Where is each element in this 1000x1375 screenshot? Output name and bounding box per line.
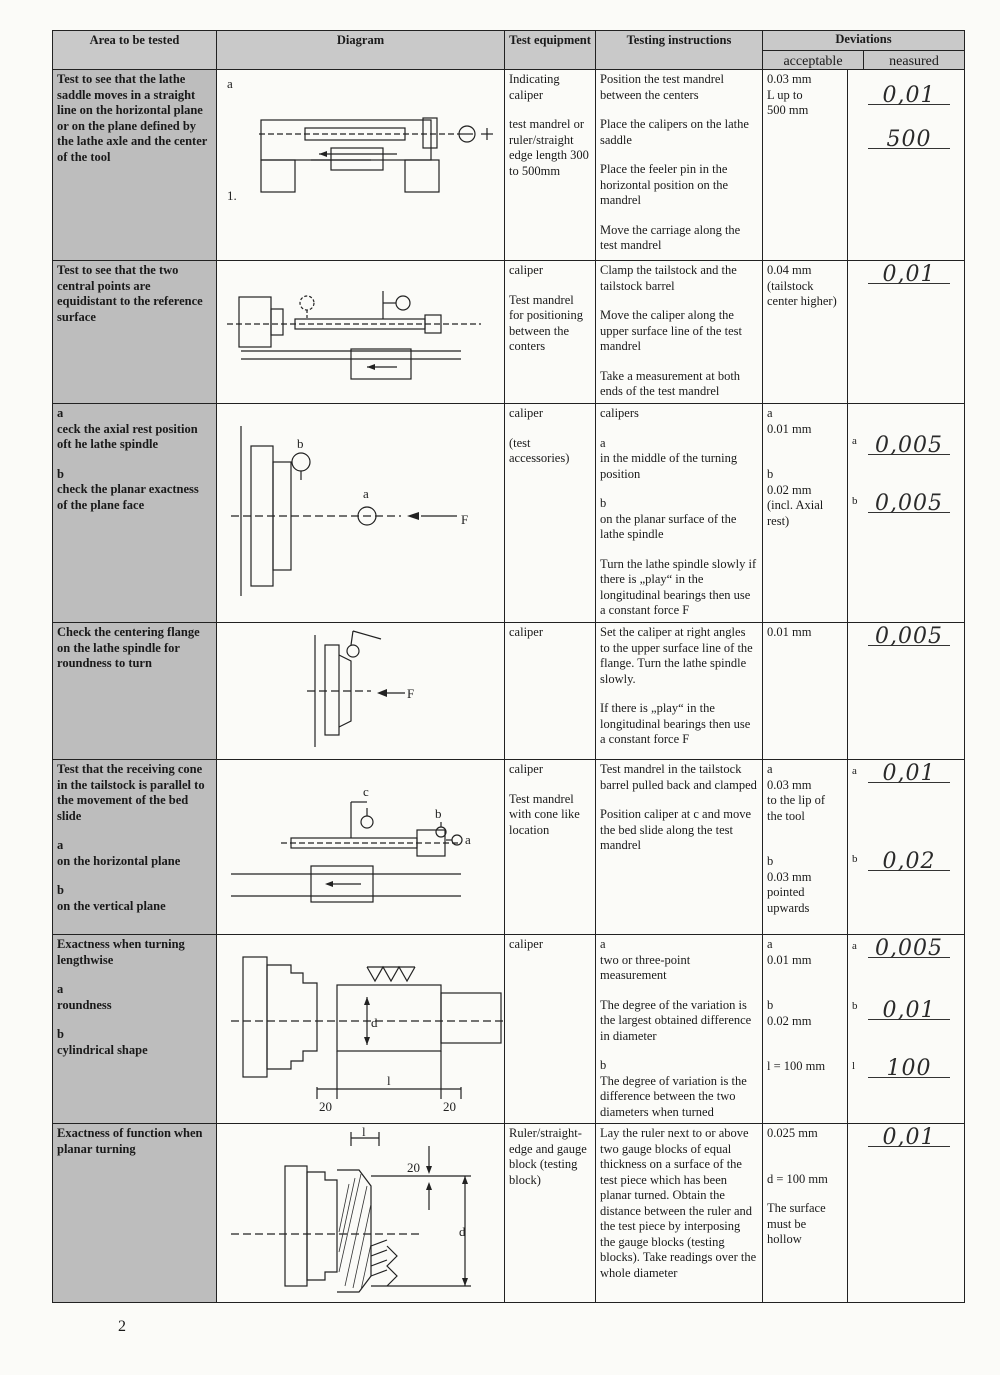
acceptable-line: to the lip of — [767, 793, 825, 807]
instruction-line: The degree of the variation is the largest obtained difference in diameter — [600, 997, 752, 1043]
acceptable-line: 0.02 mm — [767, 482, 812, 497]
acceptable-line: 0.03 mm — [767, 72, 812, 86]
instruction-line: b — [600, 496, 607, 510]
acceptable-cell — [763, 404, 848, 623]
instruction-line: If there is „play“ in the longitudinal bearings then use a constant force F — [600, 701, 751, 746]
instructions-cell — [596, 935, 763, 1124]
diagram-cell — [217, 623, 505, 760]
measured-value: 0,005 — [868, 941, 950, 958]
acceptable-cell — [763, 1124, 848, 1303]
equipment-cell — [505, 70, 596, 261]
instruction-line: Lay the ruler next to or above two gauge blocks of equal thickness on a surface of the test piece which has been planar turned. Obtain the distance between the ruler and the test piece by interposing the gauge blocks (testing blocks). Take readings over the whole diameter — [600, 1126, 757, 1280]
acceptable-cell — [763, 760, 848, 935]
instruction-line: a — [600, 435, 606, 450]
measured-cell — [848, 70, 965, 261]
diagram-label-f: F — [461, 512, 469, 527]
acceptable-line: 0.01 mm — [767, 625, 812, 639]
area-cell: Exactness of function when planar turning — [53, 1124, 217, 1303]
area-sub-text: on the horizontal plane — [57, 853, 181, 868]
equipment-line: Indicating caliper — [509, 72, 560, 102]
diagram-cell — [217, 70, 505, 261]
equipment-line: Test mandrel with cone like location — [509, 791, 580, 837]
diagram-cell — [217, 404, 505, 623]
diagram-label-d: d — [371, 1015, 378, 1030]
equipment-line: Ruler/straight-edge and gauge block (testing block) — [509, 1126, 587, 1187]
acceptable-line: b — [767, 854, 774, 868]
acceptable-line: (incl. Axial — [767, 498, 824, 512]
acceptable-cell — [763, 935, 848, 1124]
instruction-line: two or three-point measurement — [600, 952, 691, 982]
diagram-label-f: F — [407, 686, 415, 701]
area-text: Test that the receiving cone in the tailstock is parallel to the movement of the bed slide — [57, 762, 205, 823]
measured-cell — [848, 404, 965, 623]
acceptable-line: pointed — [767, 885, 805, 899]
area-cell: Test to see that the two central points are equidistant to the reference surface — [53, 261, 217, 404]
instructions-cell — [596, 1124, 763, 1303]
area-cell — [53, 404, 217, 623]
instruction-line: Clamp the tailstock and the tailstock barrel — [600, 263, 737, 293]
header-deviations — [763, 31, 965, 70]
area-cell: Test to see that the lathe saddle moves in a straight line on the horizontal plane or on the plane defined by the lathe axle and the center of the tool — [53, 70, 217, 261]
measured-value: 0,01 — [868, 1130, 950, 1147]
diagram-label-l: l — [362, 1126, 366, 1139]
lengthwise-turning-diagram — [221, 937, 509, 1121]
area-sub-text: ceck the axial rest position oft he lathe spindle — [57, 421, 198, 451]
area-sub-label: a — [57, 406, 64, 420]
instruction-line: Take a measurement at both ends of the test mandrel — [600, 368, 741, 398]
diagram-cell — [217, 935, 505, 1124]
acceptable-line: a — [767, 762, 773, 776]
acceptable-line: a — [767, 406, 773, 420]
header-measured: neasured — [889, 53, 939, 69]
diagram-label-1: 1. — [227, 188, 237, 203]
diagram-label-a: a — [465, 832, 471, 847]
acceptable-line: the tool — [767, 808, 805, 823]
lathe-saddle-diagram — [221, 72, 509, 258]
receiving-cone-diagram — [221, 762, 509, 932]
axial-rest-diagram — [221, 406, 509, 620]
area-sub-label: b — [57, 1027, 64, 1041]
measured-label: a — [852, 940, 857, 952]
acceptable-line: L up to — [767, 87, 803, 102]
equipment-line: caliper — [509, 937, 544, 951]
area-sub-label: a — [57, 838, 64, 852]
instruction-line: Move the carriage along the test mandrel — [600, 222, 741, 252]
measured-value: 0,005 — [868, 496, 950, 513]
equipment-line: caliper — [509, 406, 544, 420]
diagram-label-l: l — [387, 1073, 391, 1088]
acceptable-line: 0.03 mm — [767, 777, 812, 792]
equipment-line: caliper — [509, 762, 544, 776]
diagram-label-20-right: 20 — [443, 1099, 456, 1114]
instructions-cell — [596, 261, 763, 404]
diagram-label-b: b — [435, 806, 442, 821]
measured-label: b — [852, 853, 858, 865]
instruction-line: The degree of variation is the difference between the two diameters when turned — [600, 1073, 747, 1119]
instructions-cell — [596, 623, 763, 760]
instruction-line: in the middle of the turning position — [600, 451, 738, 481]
acceptable-line: 0.03 mm — [767, 869, 812, 884]
diagram-label-a: a — [227, 76, 233, 91]
measured-value: 0,01 — [868, 766, 950, 783]
diagram-label-20: 20 — [407, 1160, 420, 1175]
instruction-line: Set the caliper at right angles to the upper surface line of the flange. Turn the lathe spindle slowly. — [600, 625, 753, 686]
measured-label: b — [852, 1000, 858, 1012]
header-deviations-label: Deviations — [763, 31, 964, 51]
acceptable-line: rest) — [767, 513, 790, 528]
header-acceptable: acceptable — [763, 51, 864, 70]
measured-value: 0,005 — [868, 629, 950, 646]
equipment-cell — [505, 623, 596, 760]
instruction-line: Turn the lathe spindle slowly if there is „play“ in the longitudinal bearings then use a constant force F — [600, 556, 757, 617]
instruction-line: Test mandrel in the tailstock barrel pulled back and clamped — [600, 762, 757, 792]
area-sub-label: b — [57, 466, 64, 481]
instructions-cell — [596, 760, 763, 935]
diagram-label-c: c — [363, 784, 369, 799]
table-row — [53, 404, 965, 623]
equipment-cell — [505, 760, 596, 935]
area-sub-text: check the planar exactness of the plane face — [57, 482, 199, 512]
measured-value: 0,005 — [868, 438, 950, 455]
area-sub-text: roundness — [57, 997, 112, 1012]
acceptable-line: (tailstock — [767, 278, 814, 293]
diagram-cell — [217, 760, 505, 935]
diagram-cell — [217, 261, 505, 404]
acceptable-line: 500 mm — [767, 103, 809, 117]
instruction-line: Move the caliper along the upper surface line of the test mandrel — [600, 308, 742, 353]
page-number: 2 — [118, 1318, 126, 1335]
acceptable-line: 0.01 mm — [767, 421, 812, 436]
diagram-label-d: d — [459, 1224, 466, 1239]
acceptable-line: a — [767, 937, 773, 951]
acceptable-line: center higher) — [767, 294, 837, 308]
equipment-cell — [505, 404, 596, 623]
table-row — [53, 1124, 965, 1303]
measured-label: l — [852, 1060, 856, 1072]
area-sub-text: on the vertical plane — [57, 898, 166, 913]
acceptable-cell — [763, 261, 848, 404]
equipment-line: caliper — [509, 625, 544, 639]
measured-value: 0,01 — [868, 88, 950, 105]
instruction-line: Position the test mandrel between the centers — [600, 72, 724, 102]
area-cell — [53, 760, 217, 935]
acceptable-line: The surface must be hollow — [767, 1201, 826, 1246]
acceptable-line: 0.01 mm — [767, 952, 812, 967]
diagram-label-20-left: 20 — [319, 1099, 332, 1114]
measured-value: 0,02 — [868, 854, 950, 871]
instruction-line: Place the feeler pin in the horizontal position on the mandrel — [600, 162, 729, 207]
area-text: Exactness when turning lengthwise — [57, 937, 185, 967]
measured-label: a — [852, 765, 857, 777]
area-sub-label: b — [57, 883, 64, 897]
header-instructions: Testing instructions — [596, 31, 763, 70]
measured-value: 500 — [868, 132, 950, 149]
header-equipment: Test equipment — [505, 31, 596, 70]
planar-turning-diagram — [221, 1126, 509, 1300]
centering-flange-diagram — [221, 625, 509, 757]
equipment-cell — [505, 935, 596, 1124]
measured-cell — [848, 935, 965, 1124]
header-area: Area to be tested — [53, 31, 217, 70]
acceptable-cell — [763, 70, 848, 261]
equipment-line: Test mandrel for positioning between the conters — [509, 292, 583, 353]
equipment-line: test mandrel or ruler/straight edge length 300 to 500mm — [509, 117, 589, 178]
instructions-cell — [596, 404, 763, 623]
table-row — [53, 623, 965, 760]
center-points-diagram — [221, 263, 509, 401]
area-cell: Check the centering flange on the lathe spindle for roundness to turn — [53, 623, 217, 760]
instruction-line: a — [600, 937, 606, 951]
instruction-line: Place the calipers on the lathe saddle — [600, 117, 749, 147]
acceptable-line: b — [767, 998, 774, 1012]
table-row — [53, 935, 965, 1124]
instructions-cell — [596, 70, 763, 261]
equipment-line: (test accessories) — [509, 435, 570, 465]
acceptable-line: d = 100 mm — [767, 1171, 828, 1186]
measured-cell — [848, 1124, 965, 1303]
acceptable-line: upwards — [767, 900, 810, 915]
measured-label: b — [852, 495, 858, 507]
equipment-cell — [505, 261, 596, 404]
acceptable-line: 0.025 mm — [767, 1126, 818, 1140]
header-row — [53, 31, 965, 70]
acceptable-cell — [763, 623, 848, 760]
acceptable-line: 0.02 mm — [767, 1013, 812, 1028]
acceptable-line: l = 100 mm — [767, 1059, 826, 1073]
measured-cell — [848, 623, 965, 760]
equipment-cell — [505, 1124, 596, 1303]
acceptable-line: 0.04 mm — [767, 263, 812, 277]
area-cell — [53, 935, 217, 1124]
table-row — [53, 760, 965, 935]
diagram-label-a: a — [363, 486, 369, 501]
instruction-line: b — [600, 1058, 607, 1072]
equipment-line: caliper — [509, 263, 544, 277]
measured-cell — [848, 261, 965, 404]
header-diagram: Diagram — [217, 31, 505, 70]
measured-label: a — [852, 435, 857, 447]
instruction-line: on the planar surface of the lathe spindle — [600, 511, 737, 541]
diagram-cell — [217, 1124, 505, 1303]
acceptable-line: b — [767, 467, 774, 481]
instruction-line: Position caliper at c and move the bed slide along the test mandrel — [600, 807, 752, 852]
measured-value: 100 — [868, 1061, 950, 1078]
area-sub-label: a — [57, 982, 64, 996]
instruction-line: calipers — [600, 406, 639, 420]
test-table — [52, 30, 965, 1303]
area-sub-text: cylindrical shape — [57, 1042, 148, 1057]
table-row — [53, 261, 965, 404]
table-row — [53, 70, 965, 261]
measured-value: 0,01 — [868, 1003, 950, 1020]
measured-value: 0,01 — [868, 267, 950, 284]
diagram-label-b: b — [297, 436, 304, 451]
measured-cell — [848, 760, 965, 935]
